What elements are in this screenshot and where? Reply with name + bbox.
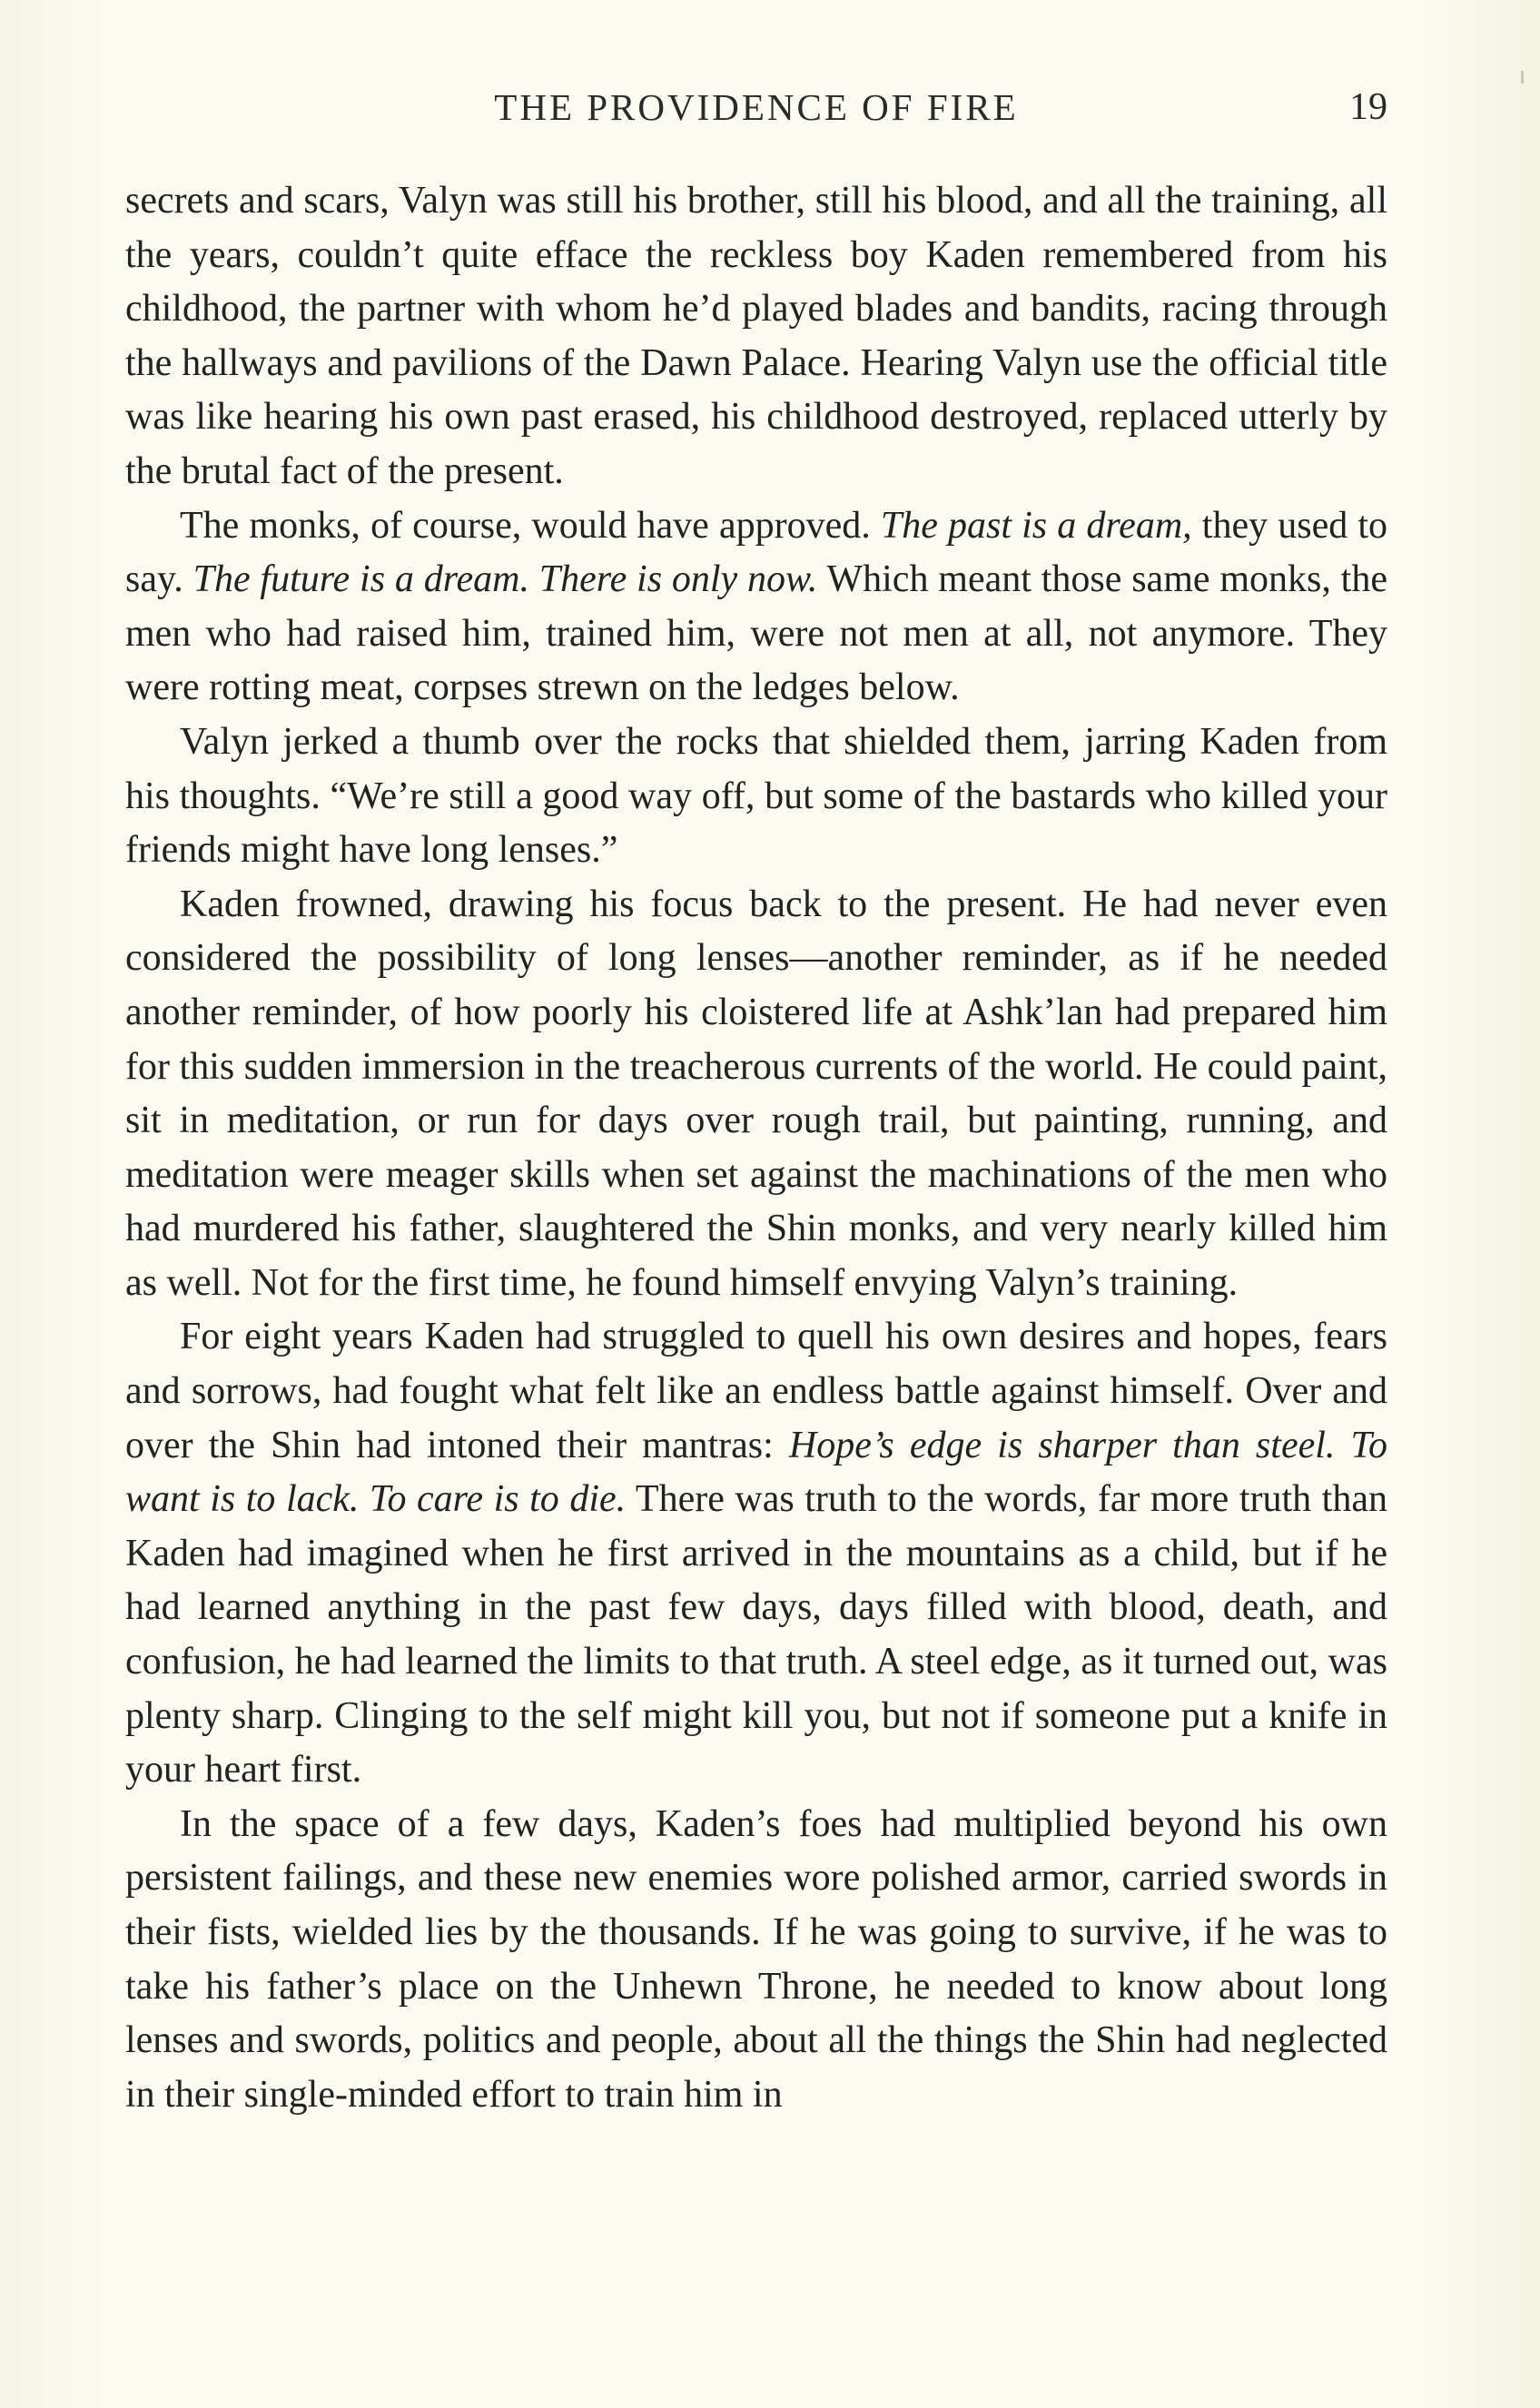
italic-text: Hope’s edge is sharper than steel. To want is to lack. To care is to die. — [125, 1424, 1387, 1521]
running-title: THE PROVIDENCE OF FIRE — [494, 86, 1019, 128]
paragraph — [125, 1310, 1387, 1797]
page-header — [125, 80, 1387, 134]
scan-mark — [1521, 71, 1524, 84]
paragraph — [125, 174, 1387, 499]
text-run: Valyn jerked a thumb over the rocks that shielded them, jarring Kaden from his thoughts. “We’re still a good way off, but some of the bastards who killed your friends might have long lenses.” — [125, 720, 1387, 872]
text-run: they used to say. — [125, 504, 1388, 601]
text-run: Kaden frowned, drawing his focus back to the present. He had never even considered the possibility of long lenses—another reminder, as if he needed another reminder, of how poorly his cloistered life at Ashk’lan had prepared him for this sudden immersion in the treacherous currents of the world. He could paint, sit in meditation, or run for days over rough trail, but painting, running, and meditation were meager skills when set against the machinations of the men who had murdered his father, slaughtered the Shin monks, and very nearly killed him as well. Not for the first time, he found himself envying Valyn’s training. — [125, 883, 1387, 1304]
paragraph — [125, 878, 1387, 1311]
text-run: There was truth to the words, far more truth than Kaden had imagined when he first arrived in the mountains as a child, but if he had learned anything in the past few days, days filled with blood, death, and confusion, he had learned the limits to that truth. A steel edge, as it turned out, was plenty sharp. Clinging to the self might kill you, but not if someone put a knife in your heart first. — [125, 1478, 1387, 1791]
text-run: secrets and scars, Valyn was still his brother, still his blood, and all the training, all the years, couldn’t quite efface the reckless boy Kaden remembered from his childhood, the partner with whom he’d played blades and bandits, racing through the hallways and pavilions of the Dawn Palace. Hearing Valyn use the official title was like hearing his own past erased, his childhood destroyed, replaced utterly by the brutal fact of the present. — [125, 180, 1387, 492]
text-run: In the space of a few days, Kaden’s foes had multiplied beyond his own persistent failings, and these new enemies wore polished armor, carried swords in their fists, wielded lies by the thousands. If he was going to survive, if he was to take his father’s place on the Unhewn Throne, he needed to know about long lenses and swords, politics and people, about all the things the Shin had neglected in their single-minded effort to train him in — [125, 1802, 1387, 2116]
text-run: Which meant those same monks, the men who had raised him, trained him, were not men at all, not anymore. They were rotting meat, corpses strewn on the ledges below. — [125, 558, 1387, 709]
body-text — [125, 174, 1387, 2122]
text-run: For eight years Kaden had struggled to quell his own desires and hopes, fears and sorrows, had fought what felt like an endless battle against himself. Over and over the Shin had intoned their mantras: — [125, 1316, 1387, 1466]
page-number: 19 — [1349, 86, 1387, 128]
italic-text: The future is a dream. There is only now. — [192, 558, 818, 601]
paragraph — [125, 499, 1387, 715]
paragraph — [125, 715, 1387, 878]
paragraph — [125, 1798, 1387, 2123]
text-run: The monks, of course, would have approved. — [180, 504, 881, 547]
italic-text: The past is a dream, — [880, 504, 1192, 547]
